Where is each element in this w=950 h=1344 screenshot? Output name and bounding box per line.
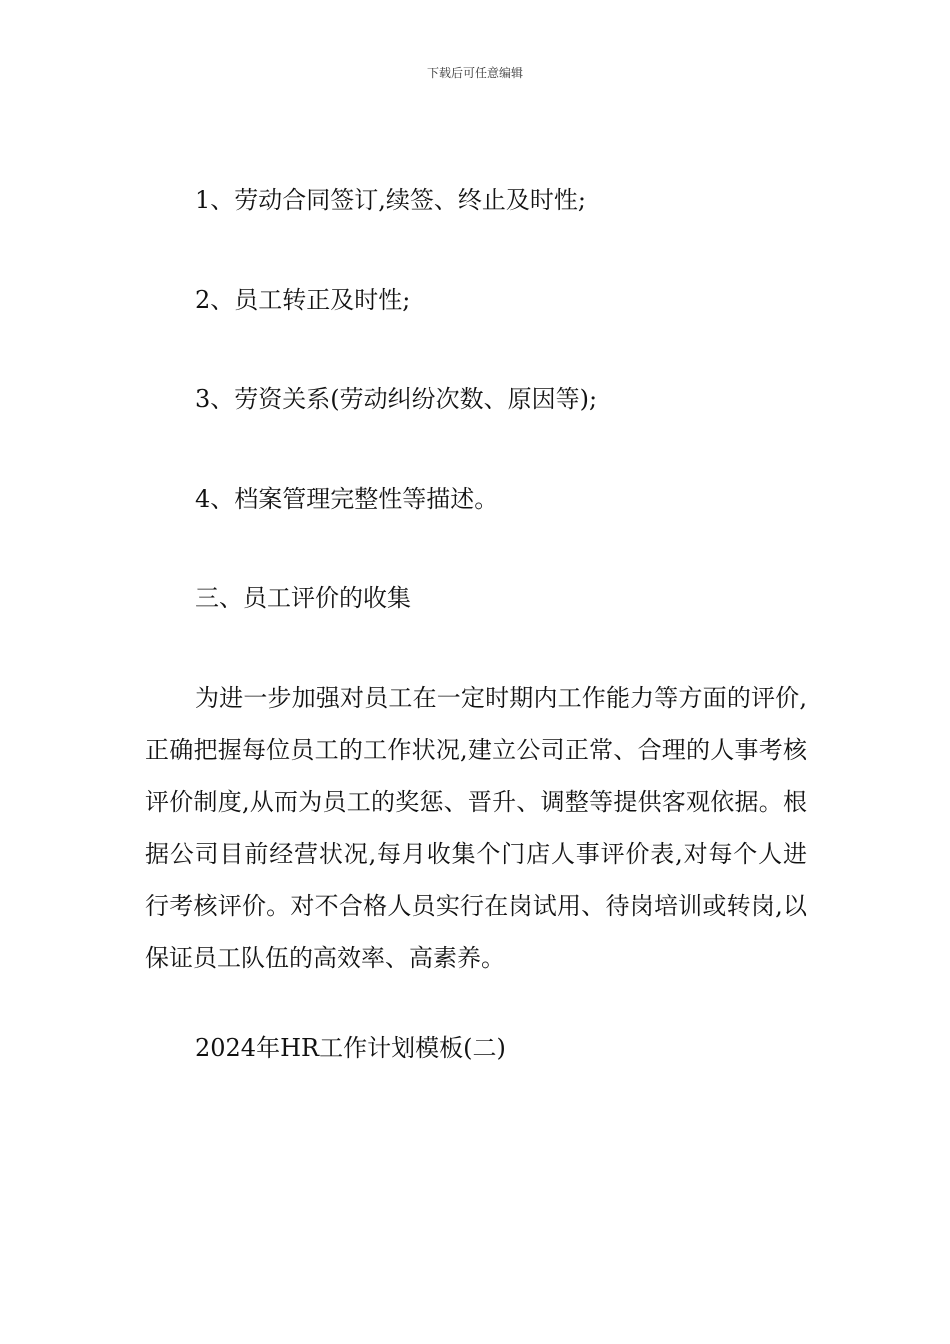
next-section-title: 2024年HR工作计划模板(二) (195, 1034, 506, 1062)
list-item: 1、劳动合同签订,续签、终止及时性; (195, 186, 586, 214)
section-heading: 三、员工评价的收集 (195, 584, 411, 612)
list-item: 4、档案管理完整性等描述。 (195, 485, 499, 513)
list-item: 2、员工转正及时性; (195, 286, 411, 314)
list-item: 3、劳资关系(劳动纠纷次数、原因等); (195, 385, 598, 413)
body-paragraph: 为进一步加强对员工在一定时期内工作能力等方面的评价,正确把握每位员工的工作状况,建立公司正常、合理的人事考核评价制度,从而为员工的奖惩、晋升、调整等提供客观依据。根据公司目前经营状况,每月收集个门店人事评价表,对每个人进行考核评价。对不合格人员实行在岗试用、待岗培训或转岗,以保证员工队伍的高效率、高素养。 (145, 684, 807, 972)
page-header-note: 下载后可任意编辑 (426, 66, 523, 80)
